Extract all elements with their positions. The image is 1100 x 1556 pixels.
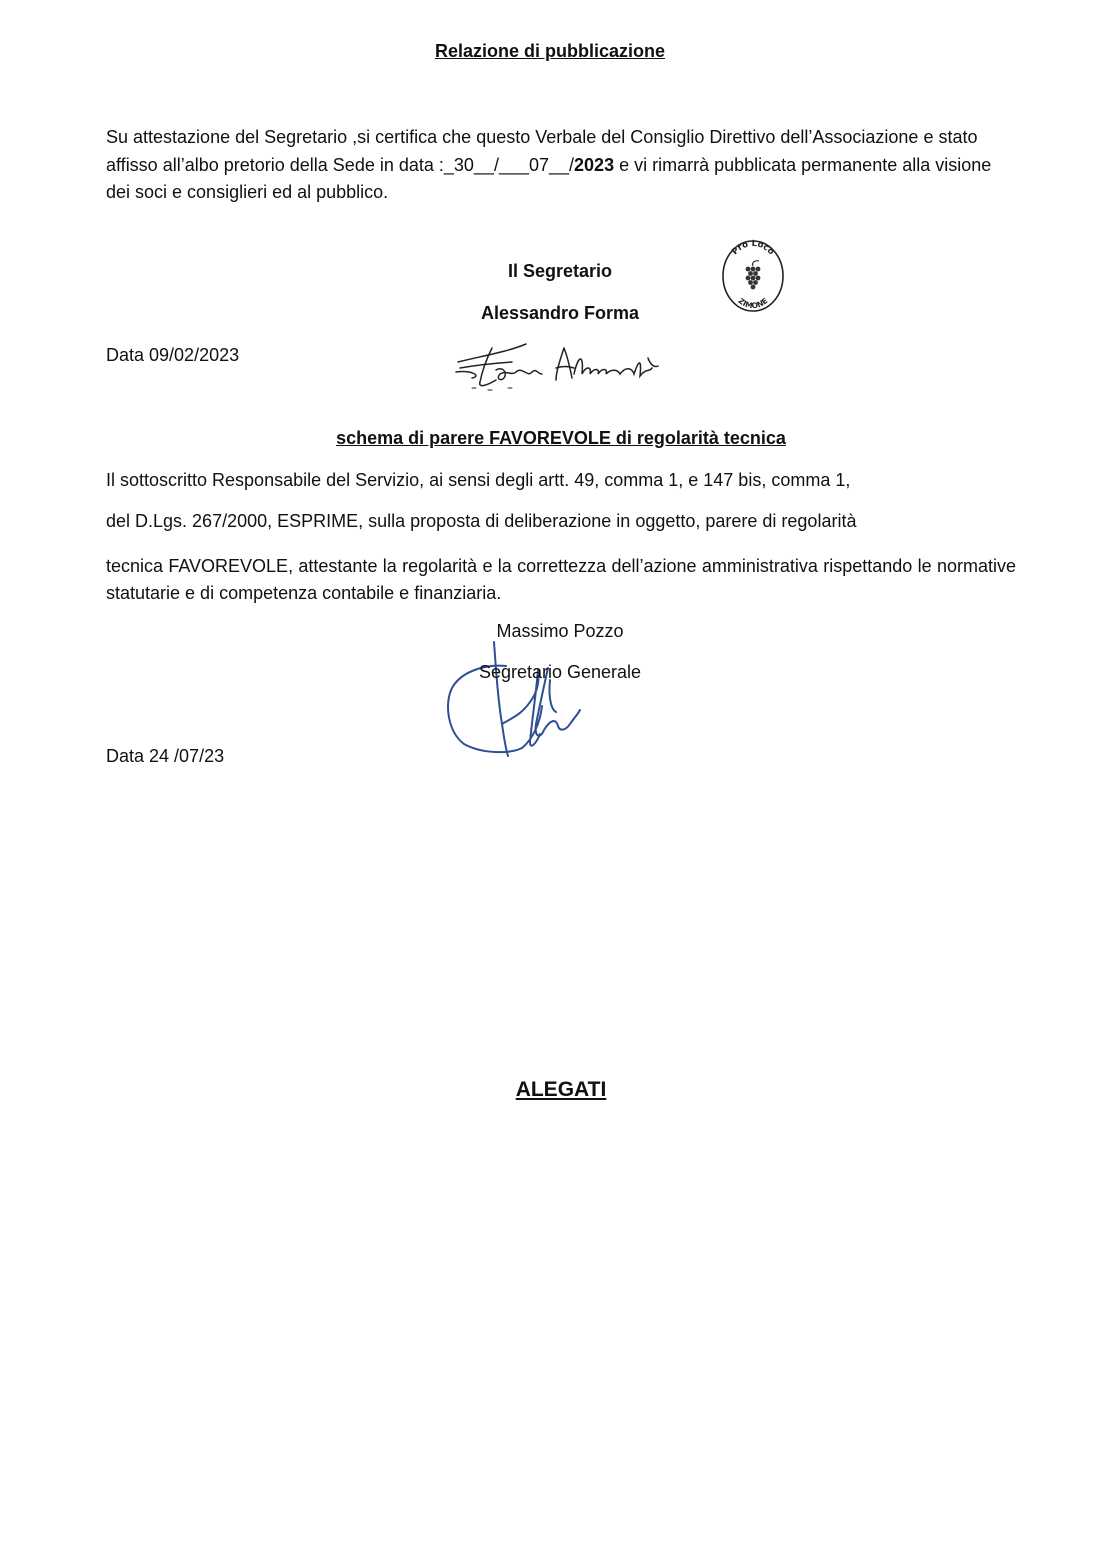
signature-2-icon [440,640,590,765]
signatory1-role: Il Segretario [507,261,613,281]
signatory1-name: Alessandro Forma [480,303,640,323]
signatory1-date: Data 09/02/2023 [106,345,240,365]
grape-cluster-icon [746,267,761,290]
section2-heading: schema di parere FAVOREVOLE di regolarità tecnica [336,428,786,448]
document-title: Relazione di pubblicazione [434,41,666,61]
section2-line2: del D.Lgs. 267/2000, ESPRIME, sulla proposta di deliberazione in oggetto, parere di regolarità [106,511,857,531]
signature-1-icon [452,338,664,394]
signatory2-role: Segretario Generale [478,662,642,682]
stamp-top-text: Pro Loco [730,238,776,258]
section2-line1: Il sottoscritto Responsabile del Servizio, ai sensi degli artt. 49, comma 1, e 147 bis, comma 1, [106,470,851,490]
attachments-heading: ALEGATI [515,1078,607,1101]
pro-loco-stamp [720,238,786,314]
publication-paragraph [106,124,1016,207]
signatory2-date: Data 24 /07/23 [106,746,225,766]
signature-alessandro-forma [452,338,664,394]
section2-paragraph: tecnica FAVOREVOLE, attestante la regolarità e la correttezza dell’azione amministrativa rispettando le normative statutarie e di competenza contabile e finanziaria. [106,556,1016,603]
stamp-bottom-text: ZIMONE [736,296,770,311]
publication-text-a: Su attestazione del Segretario ,si certifica che questo Verbale del Consiglio Direttivo dell’Associazione e stato affisso all’albo pretorio della Sede in data :_30__/___07__/ [106,127,978,175]
signatory2-name: Massimo Pozzo [496,621,624,641]
publication-text-b: e vi rimarrà pubblicata permanente alla visione dei soci e consiglieri ed al pubblico. [106,154,992,202]
signature-massimo-pozzo [440,640,590,765]
stamp-icon [720,238,786,314]
svg-text:Pro Loco [730,239,776,257]
publication-year: 2023 [574,154,615,175]
